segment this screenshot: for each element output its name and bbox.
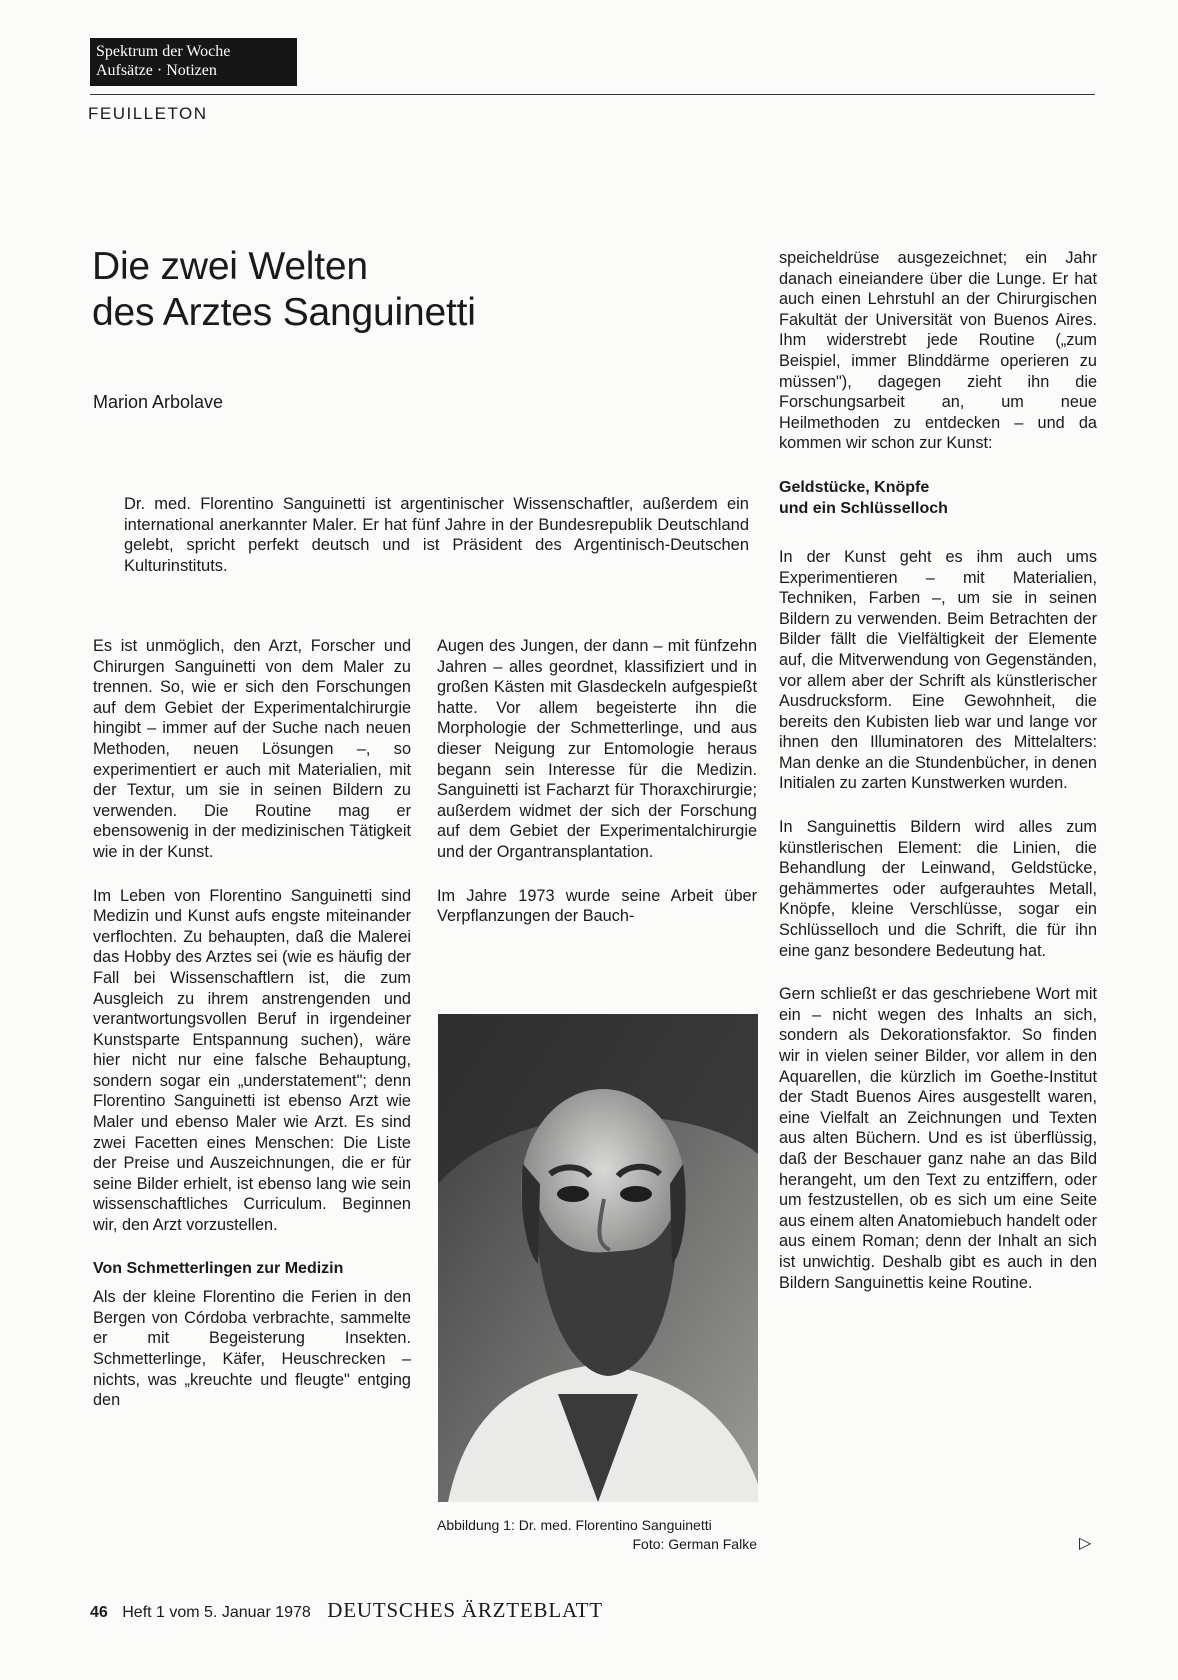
heading-line-2: und ein Schlüsselloch	[779, 499, 948, 517]
photo-caption	[437, 1516, 757, 1554]
paragraph: Gern schließt er das geschriebene Wort mit ein – nicht wegen des Inhalts an sich, sondern als Dekorationsfaktor. So finden wir in vielen seiner Bilder, vor allem in den Aquarellen, die kürzlich im Goethe-Institut der Stadt Buenos Aires ausgestellt waren, eine Vielfalt an Zeichnungen und Texten aus alten Büchern. Und es ist überflüssig, daß der Beschauer ganz nahe an das Bild herangeht, um den Text zu entziffern, oder um festzustellen, ob es sich um eine Seite aus einem alten Anatomiebuch handelt oder aus einem Roman; denn der Inhalt an sich ist unwichtig. Deshalb gibt es auch in den Bildern Sanguinettis keine Routine.	[779, 985, 1097, 1292]
author-name: Marion Arbolave	[93, 392, 224, 412]
article-title	[92, 244, 652, 336]
column-right	[779, 248, 1097, 1316]
caption-text: Abbildung 1: Dr. med. Florentino Sanguinetti	[437, 1517, 712, 1533]
paragraph: Als der kleine Florentino die Ferien in den Bergen von Córdoba verbrachte, sammelte er mit Begeisterung Insekten. Schmetterlinge, Käfer, Heuschrecken – nichts, was „kreuchte und fleugte" entging den	[93, 1288, 411, 1410]
paragraph: In der Kunst geht es ihm auch ums Experimentieren – mit Materialien, Techniken, Farben –, um sie in seinen Bildern zu verwenden. Beim Betrachten der Bilder fällt die Vielfältigkeit der Elemente auf, die Mitverwendung von Gegenständen, vor allem aber der Schrift als künstlerischer Ausdrucksform. Eine Gewohnheit, die bereits den Kubisten lieb war und lange vor ihnen den Illuminatoren des Mittelalters: Man denke an die Stundenbücher, in denen Initialen zu zarten Kunstwerken wurden.	[779, 547, 1097, 793]
masthead-badge	[90, 38, 297, 86]
masthead-line-2: Aufsätze · Notizen	[96, 62, 217, 79]
header-rule	[90, 94, 1095, 95]
paragraph: Im Leben von Florentino Sanguinetti sind Medizin und Kunst aufs engste miteinander verflochten. Zu behaupten, daß die Malerei das Hobby des Arztes sei (wie es häufig der Fall bei Wissenschaftlern ist, die zum Ausgleich zu ihrem anstrengenden und verantwortungsvollen Beruf in irgendeiner Kunstsparte Entspannung suchen), wäre hier nicht nur eine falsche Behauptung, sondern sogar ein „understatement"; denn Florentino Sanguinetti ist ebenso Arzt wie Maler und ebenso Maler wie Arzt. Es sind zwei Facetten eines Menschen: Die Liste der Preise und Auszeichnungen, die er für seine Bilder erhielt, ist ebenso lang wie sein wissenschaftliches Curriculum. Beginnen wir, den Arzt vorzustellen.	[93, 886, 411, 1235]
issue-date: Heft 1 vom 5. Januar 1978	[122, 1604, 311, 1621]
paragraph: Es ist unmöglich, den Arzt, Forscher und Chirurgen Sanguinetti von dem Maler zu trennen. So, wie er sich den Forschungen auf dem Gebiet der Experimentalchirurgie hingibt – immer auf der Suche nach neuen Methoden, neuen Lösungen –, so experimentiert er auch mit Materialien, mit der Textur, um sie in seinen Bildern zu verwenden. Die Routine mag er ebensowenig in der medizinischen Tätigkeit wie in der Kunst.	[93, 637, 411, 861]
journal-name: DEUTSCHES ÄRZTEBLATT	[327, 1598, 603, 1622]
column-middle	[437, 636, 757, 950]
section-rubric: FEUILLETON	[88, 104, 208, 123]
photo-credit: Foto: German Falke	[632, 1536, 757, 1552]
section-heading	[779, 477, 1097, 519]
paragraph: speicheldrüse ausgezeichnet; ein Jahr danach eineiandere über die Lunge. Er hat auch einen Lehrstuhl an der Chirurgischen Fakultät der Universität von Buenos Aires. Ihm widerstrebt jede Routine („zum Beispiel, immer Blinddärme operieren zu müssen"), dagegen zieht ihn die Forschungsarbeit an, um neue Heilmethoden zu entdecken – und da kommen wir schon zur Kunst:	[779, 249, 1097, 453]
portrait-photo	[438, 1014, 758, 1502]
lead-paragraph: Dr. med. Florentino Sanguinetti ist argentinischer Wissenschaftler, außerdem ein international anerkannter Maler. Er hat fünf Jahre in der Bundesrepublik Deutschland gelebt, spricht perfekt deutsch und ist Präsident des Argentinisch-Deutschen Kulturinstituts.	[124, 495, 749, 575]
heading-line-1: Geldstücke, Knöpfe	[779, 478, 930, 496]
page-number: 46	[90, 1604, 108, 1621]
section-heading: Von Schmetterlingen zur Medizin	[93, 1259, 344, 1277]
paragraph: Im Jahre 1973 wurde seine Arbeit über Verpflanzungen der Bauch-	[437, 886, 757, 926]
page-footer	[90, 1598, 603, 1623]
column-left	[93, 636, 411, 1434]
continue-arrow-icon: ▷	[1079, 1535, 1092, 1552]
paragraph: In Sanguinettis Bildern wird alles zum künstlerischen Element: die Linien, die Behandlung der Leinwand, Geldstücke, gehämmertes oder aufgerauhtes Metall, Knöpfe, kleine Verschlüsse, sogar ein Schlüsselloch und die Schrift, die für ihn eine ganz besondere Bedeutung hat.	[779, 818, 1097, 960]
masthead-line-1: Spektrum der Woche	[96, 43, 231, 60]
paragraph: Augen des Jungen, der dann – mit fünfzehn Jahren – alles geordnet, klassifiziert und in großen Kästen mit Glasdeckeln aufgespießt hatte. Vor allem begeisterte ihn die Morphologie der Schmetterlinge, und aus dieser Neigung zur Entomologie heraus begann sein Interesse für die Medizin. Sanguinetti ist Facharzt für Thoraxchirurgie; außerdem widmet der sich der Forschung auf dem Gebiet der Experimentalchirurgie und der Organtransplantation.	[437, 637, 757, 861]
title-line-1: Die zwei Welten	[92, 245, 368, 288]
portrait-illustration	[438, 1014, 758, 1502]
title-line-2: des Arztes Sanguinetti	[92, 291, 476, 334]
